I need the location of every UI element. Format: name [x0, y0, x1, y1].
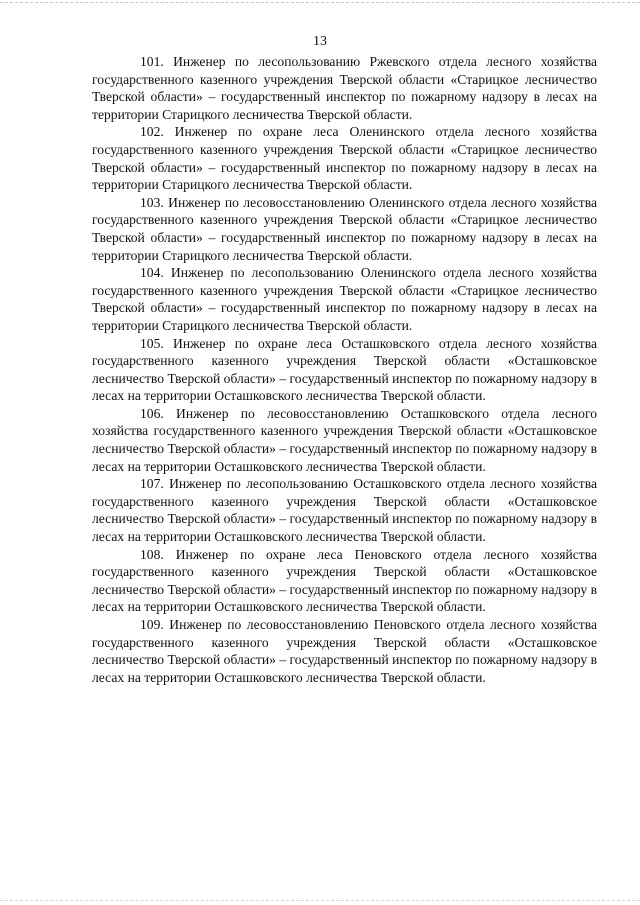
- list-item: [92, 546, 597, 616]
- item-text: Инженер по лесовосстановлению Осташковского отдела лесного хозяйства государственного казенного учреждения Тверской области «Осташковское лесничество Тверской области» – государственный инспектор по пожарному надзору в лесах на территории Осташковского лесничества Тверской области.: [92, 405, 597, 474]
- scan-bottom-edge: [0, 900, 640, 901]
- item-text: Инженер по лесопользованию Ржевского отдела лесного хозяйства государственного казенного учреждения Тверской области «Старицкое лесничество Тверской области» – государственный инспектор по пожарному надзору в лесах на территории Старицкого лесничества Тверской области.: [92, 54, 597, 122]
- page-number: 13: [313, 34, 327, 49]
- item-text: Инженер по лесопользованию Осташковского отдела лесного хозяйства государственного казенного учреждения Тверской области «Осташковское лесничество Тверской области» – государственный инспектор по пожарному надзору в лесах на территории Осташковского лесничества Тверской области.: [92, 476, 597, 545]
- item-number: 105.: [140, 335, 164, 351]
- item-number: 103.: [140, 194, 164, 210]
- list-item: [92, 194, 597, 264]
- list-item: [92, 616, 597, 686]
- list-item: [92, 264, 597, 334]
- item-text: Инженер по охране леса Оленинского отдела лесного хозяйства государственного казенного учреждения Тверской области «Старицкое лесничество Тверской области» – государственный инспектор по пожарному надзору в лесах на территории Старицкого лесничества Тверской области.: [92, 124, 597, 193]
- item-number: 104.: [140, 265, 164, 281]
- item-text: Инженер по лесовосстановлению Пеновского отдела лесного хозяйства государственного казенного учреждения Тверской области «Осташковское лесничество Тверской области» – государственный инспектор по пожарному надзору в лесах на территории Осташковского лесничества Тверской области.: [92, 617, 597, 685]
- item-text: Инженер по охране леса Пеновского отдела лесного хозяйства государственного казенного учреждения Тверской области «Осташковское лесничество Тверской области» – государственный инспектор по пожарному надзору в лесах на территории Осташковского лесничества Тверской области.: [92, 546, 597, 615]
- document-body: [92, 53, 597, 686]
- item-number: 101.: [140, 54, 164, 69]
- item-text: Инженер по лесопользованию Оленинского отдела лесного хозяйства государственного казенного учреждения Тверской области «Старицкое лесничество Тверской области» – государственный инспектор по пожарному надзору в лесах на территории Старицкого лесничества Тверской области.: [92, 265, 597, 333]
- item-text: Инженер по лесовосстановлению Оленинского отдела лесного хозяйства государственного казенного учреждения Тверской области «Старицкое лесничество Тверской области» – государственный инспектор по пожарному надзору в лесах на территории Старицкого лесничества Тверской области.: [92, 194, 597, 263]
- item-text: Инженер по охране леса Осташковского отдела лесного хозяйства государственного казенного учреждения Тверской области «Осташковское лесничество Тверской области» – государственный инспектор по пожарному надзору в лесах на территории Осташковского лесничества Тверской области.: [92, 335, 597, 404]
- item-number: 102.: [140, 124, 164, 140]
- list-item: [92, 335, 597, 405]
- item-number: 109.: [140, 617, 164, 632]
- scan-top-edge: [0, 2, 640, 3]
- item-number: 108.: [140, 546, 164, 562]
- item-number: 106.: [140, 405, 164, 421]
- list-item: [92, 405, 597, 475]
- list-item: [92, 53, 597, 123]
- list-item: [92, 123, 597, 193]
- list-item: [92, 475, 597, 545]
- item-number: 107.: [140, 476, 164, 492]
